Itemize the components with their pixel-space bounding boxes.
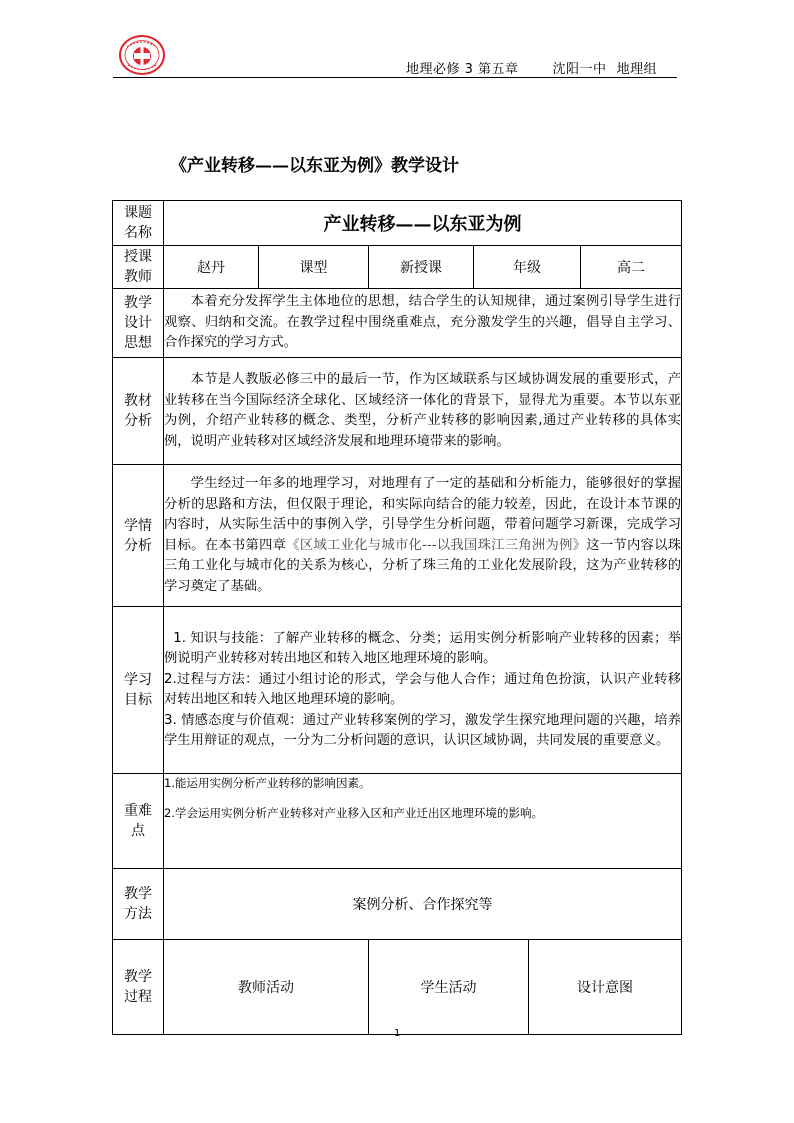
key-point-2: 2.学会运用实例分析产业转移对产业移入区和产业迁出区地理环境的影响。 (164, 806, 543, 820)
material-label-line1: 教材 (124, 393, 152, 409)
process-label (113, 940, 164, 1035)
lesson-plan-table (112, 200, 682, 1035)
goal-attitude: 3. 情感态度与价值观：通过产业转移案例的学习，激发学生探究地理问题的兴趣，培养学生用辩证的观点，一分为二分析问题的意识，认识区域协调，共同发展的重要意义。 (164, 712, 682, 748)
goals-label (113, 607, 164, 774)
school-logo-icon (118, 34, 166, 76)
row-idea (113, 289, 682, 358)
page-number: 1 (394, 1028, 401, 1039)
students-label (113, 465, 164, 607)
type-value: 新授课 (369, 246, 474, 289)
students-paragraph (164, 474, 681, 597)
material-label-line2: 分析 (124, 413, 152, 429)
method-label-line1: 教学 (124, 886, 152, 902)
row-method (113, 869, 682, 940)
header-school: 沈阳一中 (552, 62, 607, 77)
document-title: 《产业转移——以东亚为例》教学设计 (170, 156, 459, 176)
row-key-points (113, 774, 682, 869)
topic-label (113, 201, 164, 246)
goal-process: 2.过程与方法：通过小组讨论的形式，学会与他人合作；通过角色扮演，认识产业转移对转出地区和转入地区地理环境的影响。 (164, 671, 682, 707)
row-material (113, 358, 682, 465)
teacher-label (113, 246, 164, 289)
students-label-line2: 分析 (124, 537, 152, 554)
method-value: 案例分析、合作探究等 (164, 869, 682, 940)
row-goals (113, 607, 682, 774)
goals-label-line1: 学习 (124, 672, 152, 688)
students-text-part1: 学生经过一年多的地理学习，对地理有了一定的基础和分析能力，能够很好的掌握分析的思路和方法，但仅限于理论，和实际向结合的能力较差，因此，在设计本节课的内容时，从实际生活中的事例入学，引导学生分析问题，带着问题学习新课，完成学习目标。在本书第四章 (164, 476, 682, 553)
topic-value: 产业转移——以东亚为例 (164, 201, 682, 246)
key-points-text (164, 774, 682, 869)
goals-text (164, 607, 682, 774)
idea-label-line3: 思想 (124, 335, 152, 351)
running-header (406, 58, 657, 77)
method-label (113, 869, 164, 940)
type-label: 课型 (259, 246, 369, 289)
key-label (113, 774, 164, 869)
row-teacher (113, 246, 682, 289)
process-label-line1: 教学 (124, 969, 152, 985)
key-label-line2: 点 (131, 823, 145, 839)
idea-label (113, 289, 164, 358)
idea-label-line2: 设计 (124, 315, 152, 331)
idea-label-line1: 教学 (124, 295, 152, 311)
teacher-label-line1: 授课 (124, 249, 152, 265)
topic-label-line1: 课题 (124, 205, 152, 221)
students-label-line1: 学情 (124, 517, 152, 534)
goals-label-line2: 目标 (124, 692, 152, 708)
key-label-line1: 重难 (124, 803, 152, 819)
header-rule (113, 77, 677, 78)
students-text (164, 465, 682, 607)
method-label-line2: 方法 (124, 906, 152, 922)
header-group: 地理组 (616, 62, 658, 77)
process-col-intent: 设计意图 (529, 940, 682, 1035)
material-label (113, 358, 164, 465)
teacher-value: 赵丹 (164, 246, 259, 289)
row-process (113, 940, 682, 1035)
material-paragraph: 本节是人教版必修三中的最后一节，作为区域联系与区域协调发展的重要形式，产业转移在当今国际经济全球化、区域经济一体化的背景下，显得尤为重要。本节以东亚为例，介绍产业转移的概念、类型，分析产业转移的影响因素,通过产业转移的具体实例，说明产业转移对区域经济发展和地理环境带来的影响。 (164, 372, 682, 449)
material-text (164, 358, 682, 465)
students-book-title: 《区域工业化与城市化---以我国珠江三角洲为例》 (286, 537, 587, 553)
students-text-part2: 这一节内容以珠三角工业化与城市化的关系为核心，分析了珠三角的工业化发展阶段，这为产业转移的学习奠定了基础。 (164, 537, 682, 594)
goal-knowledge: 1. 知识与技能：了解产业转移的概念、分类；运用实例分析影响产业转移的因素；举例说明产业转移对转出地区和转入地区地理环境的影响。 (164, 630, 682, 666)
process-col-student: 学生活动 (369, 940, 529, 1035)
process-col-teacher: 教师活动 (164, 940, 369, 1035)
idea-text (164, 289, 682, 358)
header-subject: 地理必修 3 第五章 (406, 62, 519, 77)
row-topic (113, 201, 682, 246)
topic-label-line2: 名称 (124, 225, 152, 241)
idea-paragraph: 本着充分发挥学生主体地位的思想，结合学生的认知规律，通过案例引导学生进行观察、归纳和交流。在教学过程中围绕重难点，充分激发学生的兴趣，倡导自主学习、合作探究的学习方式。 (164, 294, 682, 351)
row-students (113, 465, 682, 607)
teacher-label-line2: 教师 (124, 269, 152, 285)
grade-value: 高二 (581, 246, 682, 289)
process-label-line2: 过程 (124, 989, 152, 1005)
key-point-1: 1.能运用实例分析产业转移的影响因素。 (164, 776, 371, 790)
grade-label: 年级 (474, 246, 581, 289)
